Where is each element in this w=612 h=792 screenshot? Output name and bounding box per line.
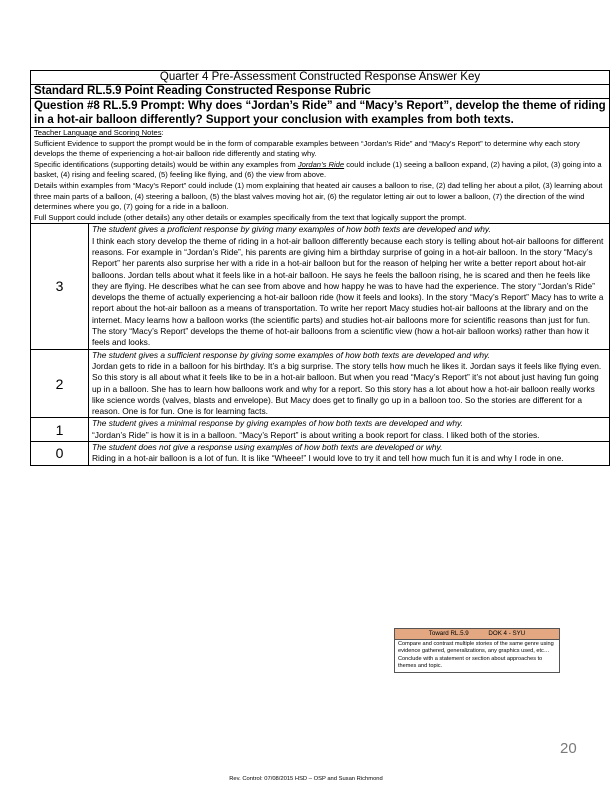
notes-line-3: Details within examples from “Macy’s Report” could include (1) mom explaining that heated air causes a balloon to rise, (2) dad telling her about a pilot, (3) learning about three main parts of a balloon, (4) steering a balloon, (5) the blast valves moving hot air, (6) the regulator letting air out to lower a balloon, (7) the direction of the wind determines where you go, (7) going for a ride in a balloon.	[34, 180, 603, 212]
document-title: Quarter 4 Pre-Assessment Constructed Response Answer Key	[31, 71, 610, 85]
standard-alignment-box	[394, 628, 560, 673]
page-number: 20	[560, 740, 577, 757]
score-heading: The student does not give a response using examples of how both texts are developed or why.	[92, 441, 443, 452]
score-heading: The student gives a sufficient response by giving some examples of how both texts are developed and why.	[92, 349, 490, 360]
alignment-standard: Toward RL.5.9	[428, 630, 469, 637]
notes-line-1: Sufficient Evidence to support the prompt would be in the form of comparable examples between “Jordan’s Ride” and “Macy’s Report” to determine why each story develops the theme of experiencing a hot-air balloon ride differently and stating why.	[34, 138, 580, 159]
score-description	[89, 441, 610, 465]
score-heading: The student gives a proficient response by giving many examples of how both texts are developed and why.	[92, 224, 491, 235]
score-description	[89, 224, 610, 349]
rubric-table	[30, 70, 610, 466]
alignment-description: Compare and contrast multiple stories of the same genre using evidence gathered, generalizations, any graphics used, etc…Conclude with a statement or section about approaches to themes and topic.	[398, 640, 554, 670]
header-title-row	[31, 71, 610, 85]
score-value: 0	[31, 441, 89, 465]
notes-label: Teacher Language and Scoring Notes	[34, 128, 162, 137]
question-prompt: Question #8 RL.5.9 Prompt: Why does “Jordan’s Ride” and “Macy’s Report”, develop the theme of riding in a hot-air balloon differently? Support your conclusion with examples from both texts.	[31, 99, 610, 128]
score-example: Jordan gets to ride in a balloon for his birthday. It’s a big surprise. The story tells how much he likes it. Jordan says it feels like flying even. So this story is all about what it feels like to be in a hot-air balloon. But when you read “Macy’s Report” it’s not about just having fun going up in a balloon. She has to learn how balloons work and why for a report. So this story has a lot about how a hot-air balloon really works like science words (valves, blasts and envelope). But Macy does get to finally go up in a balloon too. So the stories are different for a reason. One is for fun. One is for learning facts.	[92, 360, 602, 417]
alignment-header	[395, 629, 559, 640]
score-row-2	[31, 349, 610, 418]
score-example: I think each story develop the theme of riding in a hot-air balloon differently because each story is telling about hot-air balloons for different reasons. For example in “Jordan’s Ride”, his parents are giving him a birthday surprise of going in a hot-air balloon. In the story “Macy’s Report” her parents also surprise her with a ride in a hot-air balloon but for the reason of helping her write a better report about hot-air balloons. Jordan tells about what it feels like in a hot-air balloon. He says he feels the balloon rising, he is scared and then he feels like they are flying. He describes what he can see from above and how happy he was to have had the experience. The story “Jordan’s Ride” develops the theme of actually experiencing a hot-air balloon ride (how it feels and looks). In the story “Macy’s Report” Macy has to write a report about the hot-air balloon as a means of transportation. To write her report Macy studies hot-air balloons at the library and on the internet. Macy learns how a balloon works (the scientific parts) and studies hot-air balloons more for scientific reasons than just for fun. The story “Macy’s Report” develops the theme of hot-air balloons from a scientific view (how a hot-air balloon works) rather than how it feels and looks.	[92, 235, 604, 348]
scoring-notes: Teacher Language and Scoring Notes: Sufficient Evidence to support the prompt would be in the form of comparable examples between “Jordan’s Ride” and “Macy’s Report” to determine why each story develops the theme of experiencing a hot-air balloon ride differently and stating why. Specific identifications (supporting details) would be within any examples from Jordan’s Ride could include (1) seeing a balloon expand, (2) having a pilot, (3) going into a basket, (4) rising and feeling scared, (5) feeling like flying, and (6) the view from above. Details within examples from “Macy’s Report” could include (1) mom explaining that heated air causes a balloon to rise, (2) dad telling her about a pilot, (3) learning about three main parts of a balloon, (4) steering a balloon, (5) the blast valves moving hot air, (6) the regulator letting air out to lower a balloon, (7) the direction of the wind determines where you go, (7) going for a ride in a balloon. Full Support could include (other details) any other details or examples specifically from the text that logically support the prompt.	[31, 128, 610, 224]
score-row-1	[31, 418, 610, 442]
notes-row	[31, 128, 610, 224]
score-example: “Jordan’s Ride” is how it is in a balloon. “Macy’s Report” is about writing a book report for class. I liked both of the stories.	[92, 429, 540, 440]
notes-line-4: Full Support could include (other details) any other details or examples specifically from the text that logically support the prompt.	[34, 212, 467, 222]
header-standard-row	[31, 85, 610, 99]
score-description	[89, 418, 610, 442]
score-value: 2	[31, 349, 89, 418]
notes-line-2: Specific identifications (supporting details) would be within any examples from Jordan’s Ride could include (1) seeing a balloon expand, (2) having a pilot, (3) going into a basket, (4) rising and feeling scared, (5) feeling like flying, and (6) the view from above.	[34, 159, 602, 180]
score-example: Riding in a hot-air balloon is a lot of fun. It is like “Wheee!” I would love to try it and tell how much fun it is and why I rode in one.	[92, 453, 564, 464]
header-question-row	[31, 99, 610, 128]
score-row-0	[31, 441, 610, 465]
footer-revision: Rev. Control: 07/08/2015 HSD – OSP and Susan Richmond	[229, 776, 383, 782]
score-value: 3	[31, 224, 89, 349]
score-value: 1	[31, 418, 89, 442]
standard-heading: Standard RL.5.9 Point Reading Constructed Response Rubric	[31, 85, 610, 99]
score-heading: The student gives a minimal response by giving examples of how both texts are developed and why.	[92, 418, 463, 429]
score-row-3	[31, 224, 610, 349]
score-description	[89, 349, 610, 418]
alignment-dok: DOK 4 - SYU	[488, 630, 526, 637]
